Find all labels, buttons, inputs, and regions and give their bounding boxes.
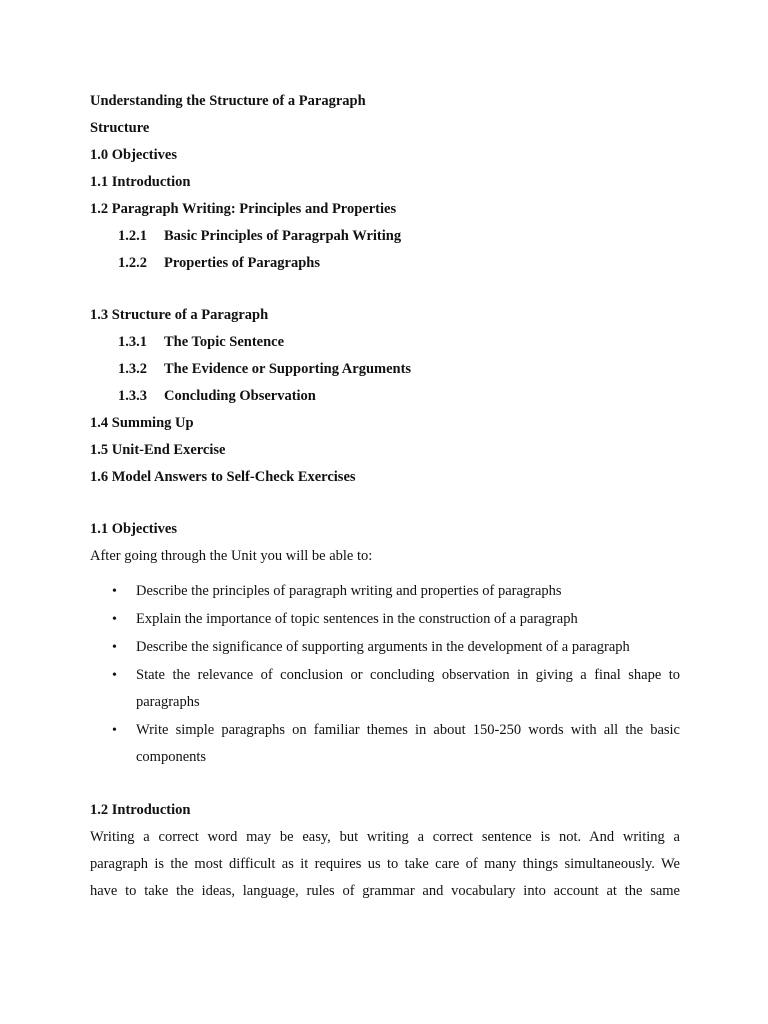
objective-item [90, 634, 680, 661]
toc-subitem-number: 1.3.1 [118, 334, 147, 350]
objective-item [90, 662, 680, 716]
toc-subitem-1-3-2 [90, 356, 680, 383]
objective-text: Explain the importance of topic sentences in the construction of a paragraph [136, 611, 578, 627]
objective-text: Describe the principles of paragraph writing and properties of paragraphs [136, 583, 562, 599]
toc-subitem-number: 1.2.1 [118, 228, 147, 244]
document-title: Understanding the Structure of a Paragraph [90, 93, 366, 109]
bullet-icon: • [112, 612, 117, 627]
bullet-icon: • [112, 668, 117, 683]
objective-text: Describe the significance of supporting arguments in the development of a paragraph [136, 639, 630, 655]
structure-heading: Structure [90, 120, 150, 136]
toc-item-1-6: 1.6 Model Answers to Self-Check Exercises [90, 469, 356, 485]
introduction-line: paragraph is the most difficult as it requires us to take care of many things simultaneously. We [90, 856, 680, 872]
toc-item-1-4: 1.4 Summing Up [90, 415, 194, 431]
objective-text: Write simple paragraphs on familiar themes in about 150-250 words with all the basic components [136, 722, 680, 765]
toc-subitem-1-3-1 [90, 329, 680, 356]
objectives-heading: 1.1 Objectives [90, 521, 177, 537]
introduction-line: have to take the ideas, language, rules of grammar and vocabulary into account at the same [90, 883, 680, 899]
toc-subitem-1-2-1 [90, 223, 680, 250]
bullet-icon: • [112, 584, 117, 599]
section-gap [90, 277, 680, 302]
toc-item-1-1: 1.1 Introduction [90, 174, 191, 190]
toc-subitem-1-3-3 [90, 383, 680, 410]
toc-subitem-label: Basic Principles of Paragrpah Writing [164, 228, 402, 244]
toc-subitem-label: Concluding Observation [164, 388, 316, 404]
toc-subitem-number: 1.3.2 [118, 361, 147, 377]
bullet-icon: • [112, 640, 117, 655]
toc-subitem-number: 1.2.2 [118, 255, 147, 271]
toc-item-1-3: 1.3 Structure of a Paragraph [90, 307, 269, 323]
section-gap [90, 491, 680, 516]
toc-item-1-5: 1.5 Unit-End Exercise [90, 442, 226, 458]
toc-subitem-number: 1.3.3 [118, 388, 147, 404]
objectives-intro: After going through the Unit you will be able to: [90, 548, 373, 564]
introduction-heading: 1.2 Introduction [90, 802, 191, 818]
introduction-line: Writing a correct word may be easy, but writing a correct sentence is not. And writing a [90, 829, 680, 845]
objective-item [90, 606, 680, 633]
toc-subitem-1-2-2 [90, 250, 680, 277]
section-gap [90, 772, 680, 797]
objective-item [90, 717, 680, 771]
objective-item [90, 578, 680, 605]
bullet-icon: • [112, 723, 117, 738]
toc-item-1-0: 1.0 Objectives [90, 147, 177, 163]
toc-subitem-label: Properties of Paragraphs [164, 255, 320, 271]
toc-item-1-2: 1.2 Paragraph Writing: Principles and Properties [90, 201, 397, 217]
toc-subitem-label: The Evidence or Supporting Arguments [164, 361, 412, 377]
toc-subitem-label: The Topic Sentence [164, 334, 285, 350]
objectives-list [90, 578, 680, 771]
section-gap [90, 570, 680, 578]
document-page [90, 88, 680, 905]
objective-text: State the relevance of conclusion or concluding observation in giving a final shape to paragraphs [136, 667, 680, 710]
